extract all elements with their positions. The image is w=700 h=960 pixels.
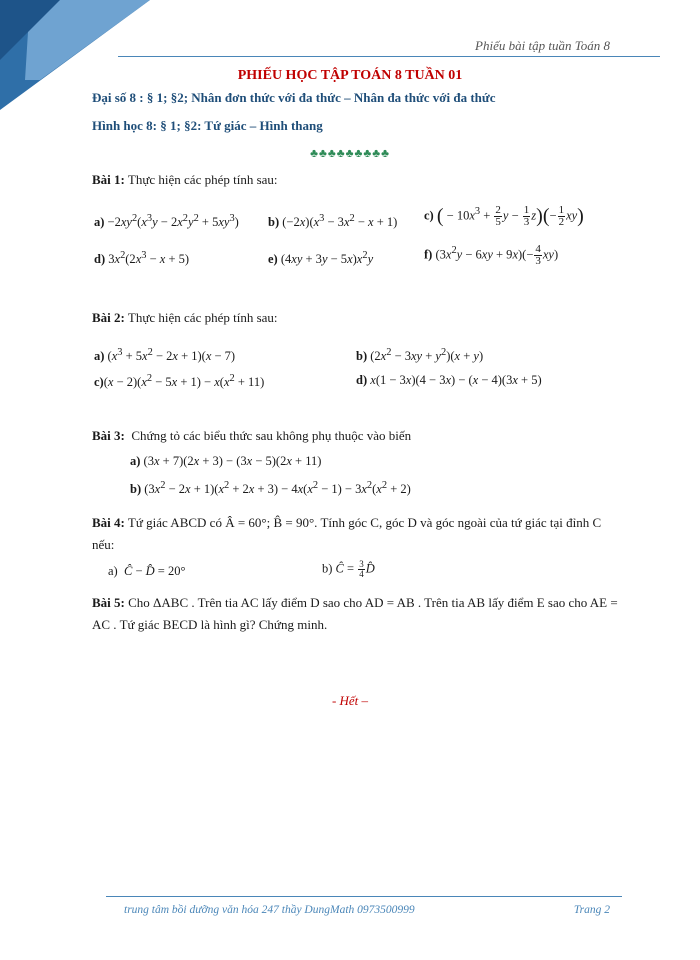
header-title: Phiếu bài tập tuần Toán 8 xyxy=(475,38,610,53)
bai1-e: e) $(4xy + 3y - 5x)x^2y$ xyxy=(268,250,374,267)
item-label: b) xyxy=(322,561,333,576)
bai3-heading xyxy=(92,428,411,444)
bai1-b: b) $(-2x)(x^3 - 3x^2 - x + 1)$ xyxy=(268,213,398,230)
item-label: d) xyxy=(94,252,106,267)
item-label: b) xyxy=(130,482,142,497)
header-divider xyxy=(118,56,660,57)
subtitle-geometry: Hình học 8: § 1; §2: Tứ giác – Hình thang xyxy=(92,118,323,133)
bai2-instruction: Thực hiện các phép tính sau: xyxy=(127,310,278,325)
item-label: a) xyxy=(94,215,105,230)
bai3-a: a) (3x + 7)(2x + 3) − (3x − 5)(2x + 11) xyxy=(130,454,322,468)
item-label: c) xyxy=(424,208,434,223)
bai2-b: b) $(2x^2 - 3xy + y^2)(x + y)$ xyxy=(356,347,484,364)
bai1-heading xyxy=(92,172,278,188)
bai2-heading xyxy=(92,310,278,326)
bai4-a: a) Ĉ − D̂ = 20° xyxy=(108,564,186,578)
bai4-label: Bài 4: xyxy=(92,515,125,530)
footer-left: trung tâm bồi dưỡng văn hóa 247 thầy DungMath 0973500999 xyxy=(124,904,415,916)
footer-divider xyxy=(106,896,622,897)
item-label: b) xyxy=(356,349,368,364)
end-mark: - Hết – xyxy=(331,693,369,708)
bai1-f: f) $(3x^2y - 6xy + 9x)(-$ $\frac{4}{3}$ xy) xyxy=(424,243,559,267)
item-label: a) xyxy=(108,564,118,578)
bai2-label: Bài 2: xyxy=(92,310,125,325)
bai4-paragraph xyxy=(92,512,620,556)
subtitle-algebra: Đại số 8 : § 1; §2; Nhân đơn thức với đa thức – Nhân đa thức với đa thức xyxy=(92,90,496,105)
item-label: e) xyxy=(268,252,278,267)
item-label: f) xyxy=(424,247,433,262)
bai1-c: c) ( − $10x^3$ + $\frac{2}{5}$ y − $\frac{1}{3}$ z)(− $\frac{1}{2}$ xy) xyxy=(424,204,584,228)
bai2-d: d) x(1 − 3x)(4 − 3x) − (x − 4)(3x + 5) xyxy=(356,373,542,387)
stars-divider: ♣♣♣♣♣♣♣♣♣ xyxy=(310,146,390,160)
item-label: a) xyxy=(94,349,105,364)
bai1-a: $a) -2xy^2(x^3y - 2x^2y^2 + 5xy^3)$ xyxy=(94,213,239,230)
item-label: a) xyxy=(130,454,141,468)
bai1-d: d) $3x^2(2x^3 - x + 5)$ xyxy=(94,250,190,267)
item-label: d) xyxy=(356,373,368,387)
bai1-label: Bài 1: xyxy=(92,172,125,187)
bai3-b: b) $(3x^2 - 2x + 1)(x^2 + 2x + 3) - 4x(x^2 - 1) - 3x^2(x^2 + 2)$ xyxy=(130,480,411,497)
bai2-c: $c)(x - 2)(x^2 - 5x + 1) - x(x^2 + 11)$ xyxy=(94,373,265,390)
page-title: PHIẾU HỌC TẬP TOÁN 8 TUẦN 01 xyxy=(237,68,463,83)
item-label: c) xyxy=(94,375,104,390)
footer-page-number: Trang 2 xyxy=(573,904,610,916)
bai2-a: a) $(x^3 + 5x^2 - 2x + 1)(x - 7)$ xyxy=(94,347,236,364)
bai5-label: Bài 5: xyxy=(92,595,125,610)
bai4-text: Tứ giác ABCD có Â = 60°; B̂ = 90°. Tính góc C, góc D và góc ngoài của tứ giác tại đỉnh C nếu: xyxy=(92,515,602,552)
bai5-paragraph xyxy=(92,592,620,636)
bai3-instruction: Chứng tỏ các biểu thức sau không phụ thuộc vào biến xyxy=(131,428,412,443)
bai1-instruction: Thực hiện các phép tính sau: xyxy=(127,172,278,187)
item-label: b) xyxy=(268,215,280,230)
bai5-text: Cho ΔABC . Trên tia AC lấy điểm D sao cho AD = AB . Trên tia AB lấy điểm E sao cho AE = AC . Tứ giác BECD là hình gì? Chứng minh. xyxy=(92,595,618,632)
bai3-label: Bài 3: xyxy=(92,428,125,443)
bai4-b: b) Ĉ = $\frac{3}{4}$ D̂ xyxy=(322,559,375,579)
